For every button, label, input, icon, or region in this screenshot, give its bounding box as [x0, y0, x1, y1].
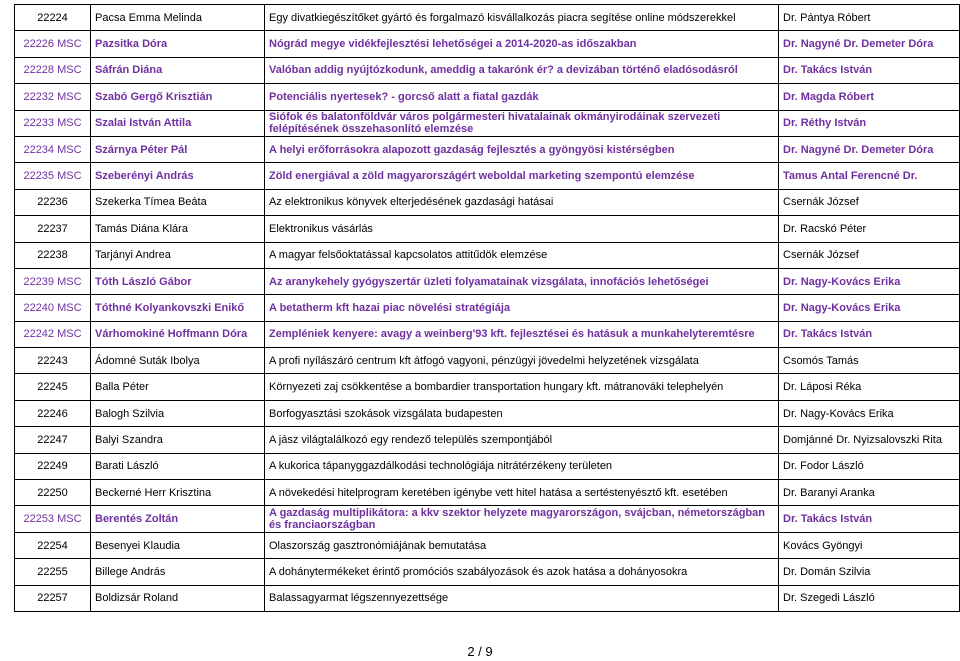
student-name-cell: Ádomné Suták Ibolya — [91, 348, 265, 374]
student-id-cell: 22240 MSC — [15, 295, 91, 321]
table-row — [15, 5, 960, 31]
student-name-cell: Balla Péter — [91, 374, 265, 400]
supervisor-cell: Dr. Fodor László — [779, 453, 960, 479]
page-indicator: 2 / 9 — [467, 644, 493, 659]
thesis-title-cell: Potenciális nyertesek? - gorcső alatt a fiatal gazdák — [265, 84, 779, 110]
thesis-table-body — [15, 5, 960, 612]
table-row — [15, 189, 960, 215]
table-row — [15, 136, 960, 162]
student-id-cell: 22254 — [15, 532, 91, 558]
supervisor-cell: Dr. Nagy-Kovács Erika — [779, 268, 960, 294]
student-id-cell: 22253 MSC — [15, 506, 91, 532]
table-row — [15, 295, 960, 321]
student-id-cell: 22233 MSC — [15, 110, 91, 136]
student-id-cell: 22239 MSC — [15, 268, 91, 294]
table-row — [15, 31, 960, 57]
supervisor-cell: Dr. Takács István — [779, 57, 960, 83]
thesis-title-cell: A dohánytermékeket érintő promóciós szabályozások és azok hatása a dohányosokra — [265, 559, 779, 585]
table-row — [15, 216, 960, 242]
student-id-cell: 22237 — [15, 216, 91, 242]
thesis-title-cell: Környezeti zaj csökkentése a bombardier transportation hungary kft. mátranováki telephelyén — [265, 374, 779, 400]
student-id-cell: 22242 MSC — [15, 321, 91, 347]
student-id-cell: 22247 — [15, 427, 91, 453]
student-name-cell: Pacsa Emma Melinda — [91, 5, 265, 31]
table-row — [15, 506, 960, 532]
supervisor-cell: Csernák József — [779, 242, 960, 268]
student-name-cell: Szalai István Attila — [91, 110, 265, 136]
student-id-cell: 22228 MSC — [15, 57, 91, 83]
student-id-cell: 22224 — [15, 5, 91, 31]
supervisor-cell: Dr. Takács István — [779, 321, 960, 347]
thesis-title-cell: Az aranykehely gyógyszertár üzleti folyamatainak vizsgálata, innofációs lehetőségei — [265, 268, 779, 294]
thesis-title-cell: Egy divatkiegészítőket gyártó és forgalmazó kisvállalkozás piacra segítése online módszerekkel — [265, 5, 779, 31]
student-name-cell: Sáfrán Diána — [91, 57, 265, 83]
student-id-cell: 22232 MSC — [15, 84, 91, 110]
student-id-cell: 22250 — [15, 480, 91, 506]
student-name-cell: Barati László — [91, 453, 265, 479]
student-name-cell: Balogh Szilvia — [91, 400, 265, 426]
supervisor-cell: Dr. Pántya Róbert — [779, 5, 960, 31]
supervisor-cell: Csernák József — [779, 189, 960, 215]
student-id-cell: 22226 MSC — [15, 31, 91, 57]
thesis-title-cell: A gazdaság multiplikátora: a kkv szektor helyzete magyarországon, svájcban, németországban és franciaországban — [265, 506, 779, 532]
table-row — [15, 427, 960, 453]
thesis-title-cell: A magyar felsőoktatással kapcsolatos attitűdök elemzése — [265, 242, 779, 268]
table-row — [15, 374, 960, 400]
student-id-cell: 22257 — [15, 585, 91, 611]
table-row — [15, 559, 960, 585]
thesis-list-sheet — [14, 4, 959, 612]
student-name-cell: Tóth László Gábor — [91, 268, 265, 294]
student-name-cell: Várhomokiné Hoffmann Dóra — [91, 321, 265, 347]
supervisor-cell: Dr. Nagyné Dr. Demeter Dóra — [779, 136, 960, 162]
thesis-title-cell: Borfogyasztási szokások vizsgálata budapesten — [265, 400, 779, 426]
table-row — [15, 268, 960, 294]
student-name-cell: Billege András — [91, 559, 265, 585]
supervisor-cell: Dr. Baranyi Aranka — [779, 480, 960, 506]
table-row — [15, 532, 960, 558]
student-name-cell: Szeberényi András — [91, 163, 265, 189]
student-id-cell: 22235 MSC — [15, 163, 91, 189]
student-name-cell: Berentés Zoltán — [91, 506, 265, 532]
table-row — [15, 57, 960, 83]
student-id-cell: 22249 — [15, 453, 91, 479]
thesis-title-cell: A profi nyílászáró centrum kft átfogó vagyoni, pénzügyi jövedelmi helyzetének vizsgálata — [265, 348, 779, 374]
student-id-cell: 22238 — [15, 242, 91, 268]
student-id-cell: 22245 — [15, 374, 91, 400]
table-row — [15, 163, 960, 189]
supervisor-cell: Dr. Nagyné Dr. Demeter Dóra — [779, 31, 960, 57]
supervisor-cell: Dr. Láposi Réka — [779, 374, 960, 400]
table-row — [15, 400, 960, 426]
student-id-cell: 22243 — [15, 348, 91, 374]
supervisor-cell: Dr. Nagy-Kovács Erika — [779, 400, 960, 426]
supervisor-cell: Domjánné Dr. Nyizsalovszki Rita — [779, 427, 960, 453]
table-row — [15, 321, 960, 347]
supervisor-cell: Tamus Antal Ferencné Dr. — [779, 163, 960, 189]
thesis-title-cell: A növekedési hitelprogram keretében igénybe vett hitel hatása a sertéstenyésztő kft. esetében — [265, 480, 779, 506]
student-name-cell: Pazsitka Dóra — [91, 31, 265, 57]
thesis-title-cell: A helyi erőforrásokra alapozott gazdaság fejlesztés a gyöngyösi kistérségben — [265, 136, 779, 162]
supervisor-cell: Dr. Domán Szilvia — [779, 559, 960, 585]
table-row — [15, 110, 960, 136]
thesis-title-cell: Nógrád megye vidékfejlesztési lehetőségei a 2014-2020-as időszakban — [265, 31, 779, 57]
table-row — [15, 453, 960, 479]
supervisor-cell: Dr. Réthy István — [779, 110, 960, 136]
thesis-table — [14, 4, 960, 612]
supervisor-cell: Kovács Gyöngyi — [779, 532, 960, 558]
thesis-title-cell: Az elektronikus könyvek elterjedésének gazdasági hatásai — [265, 189, 779, 215]
student-name-cell: Boldizsár Roland — [91, 585, 265, 611]
thesis-title-cell: Zöld energiával a zöld magyarországért weboldal marketing szempontú elemzése — [265, 163, 779, 189]
thesis-title-cell: Siófok és balatonföldvár város polgármesteri hivatalainak okmányirodáinak szervezeti felépítésének összehasonlító elemzése — [265, 110, 779, 136]
thesis-title-cell: Olaszország gasztronómiájának bemutatása — [265, 532, 779, 558]
student-id-cell: 22255 — [15, 559, 91, 585]
supervisor-cell: Dr. Racskó Péter — [779, 216, 960, 242]
supervisor-cell: Csomós Tamás — [779, 348, 960, 374]
thesis-title-cell: A kukorica tápanyggazdálkodási technológiája nitrátérzékeny területen — [265, 453, 779, 479]
student-name-cell: Tóthné Kolyankovszki Enikő — [91, 295, 265, 321]
student-name-cell: Beckerné Herr Krisztina — [91, 480, 265, 506]
student-name-cell: Tamás Diána Klára — [91, 216, 265, 242]
thesis-title-cell: Elektronikus vásárlás — [265, 216, 779, 242]
supervisor-cell: Dr. Magda Róbert — [779, 84, 960, 110]
student-id-cell: 22246 — [15, 400, 91, 426]
thesis-title-cell: Zempléniek kenyere: avagy a weinberg'93 kft. fejlesztései és hatásuk a munkahelyteremtésre — [265, 321, 779, 347]
table-row — [15, 242, 960, 268]
thesis-title-cell: A betatherm kft hazai piac növelési stratégiája — [265, 295, 779, 321]
student-name-cell: Szabó Gergő Krisztián — [91, 84, 265, 110]
supervisor-cell: Dr. Takács István — [779, 506, 960, 532]
student-name-cell: Szárnya Péter Pál — [91, 136, 265, 162]
student-name-cell: Balyi Szandra — [91, 427, 265, 453]
student-id-cell: 22234 MSC — [15, 136, 91, 162]
student-name-cell: Tarjányi Andrea — [91, 242, 265, 268]
student-name-cell: Besenyei Klaudia — [91, 532, 265, 558]
thesis-title-cell: Valóban addig nyújtózkodunk, ameddig a takarónk ér? a devizában történő eladósodásról — [265, 57, 779, 83]
supervisor-cell: Dr. Nagy-Kovács Erika — [779, 295, 960, 321]
table-row — [15, 348, 960, 374]
table-row — [15, 585, 960, 611]
table-row — [15, 84, 960, 110]
thesis-title-cell: A jász világtalálkozó egy rendező település szempontjából — [265, 427, 779, 453]
table-row — [15, 480, 960, 506]
supervisor-cell: Dr. Szegedi László — [779, 585, 960, 611]
student-name-cell: Szekerka Tímea Beáta — [91, 189, 265, 215]
thesis-title-cell: Balassagyarmat légszennyezettsége — [265, 585, 779, 611]
student-id-cell: 22236 — [15, 189, 91, 215]
